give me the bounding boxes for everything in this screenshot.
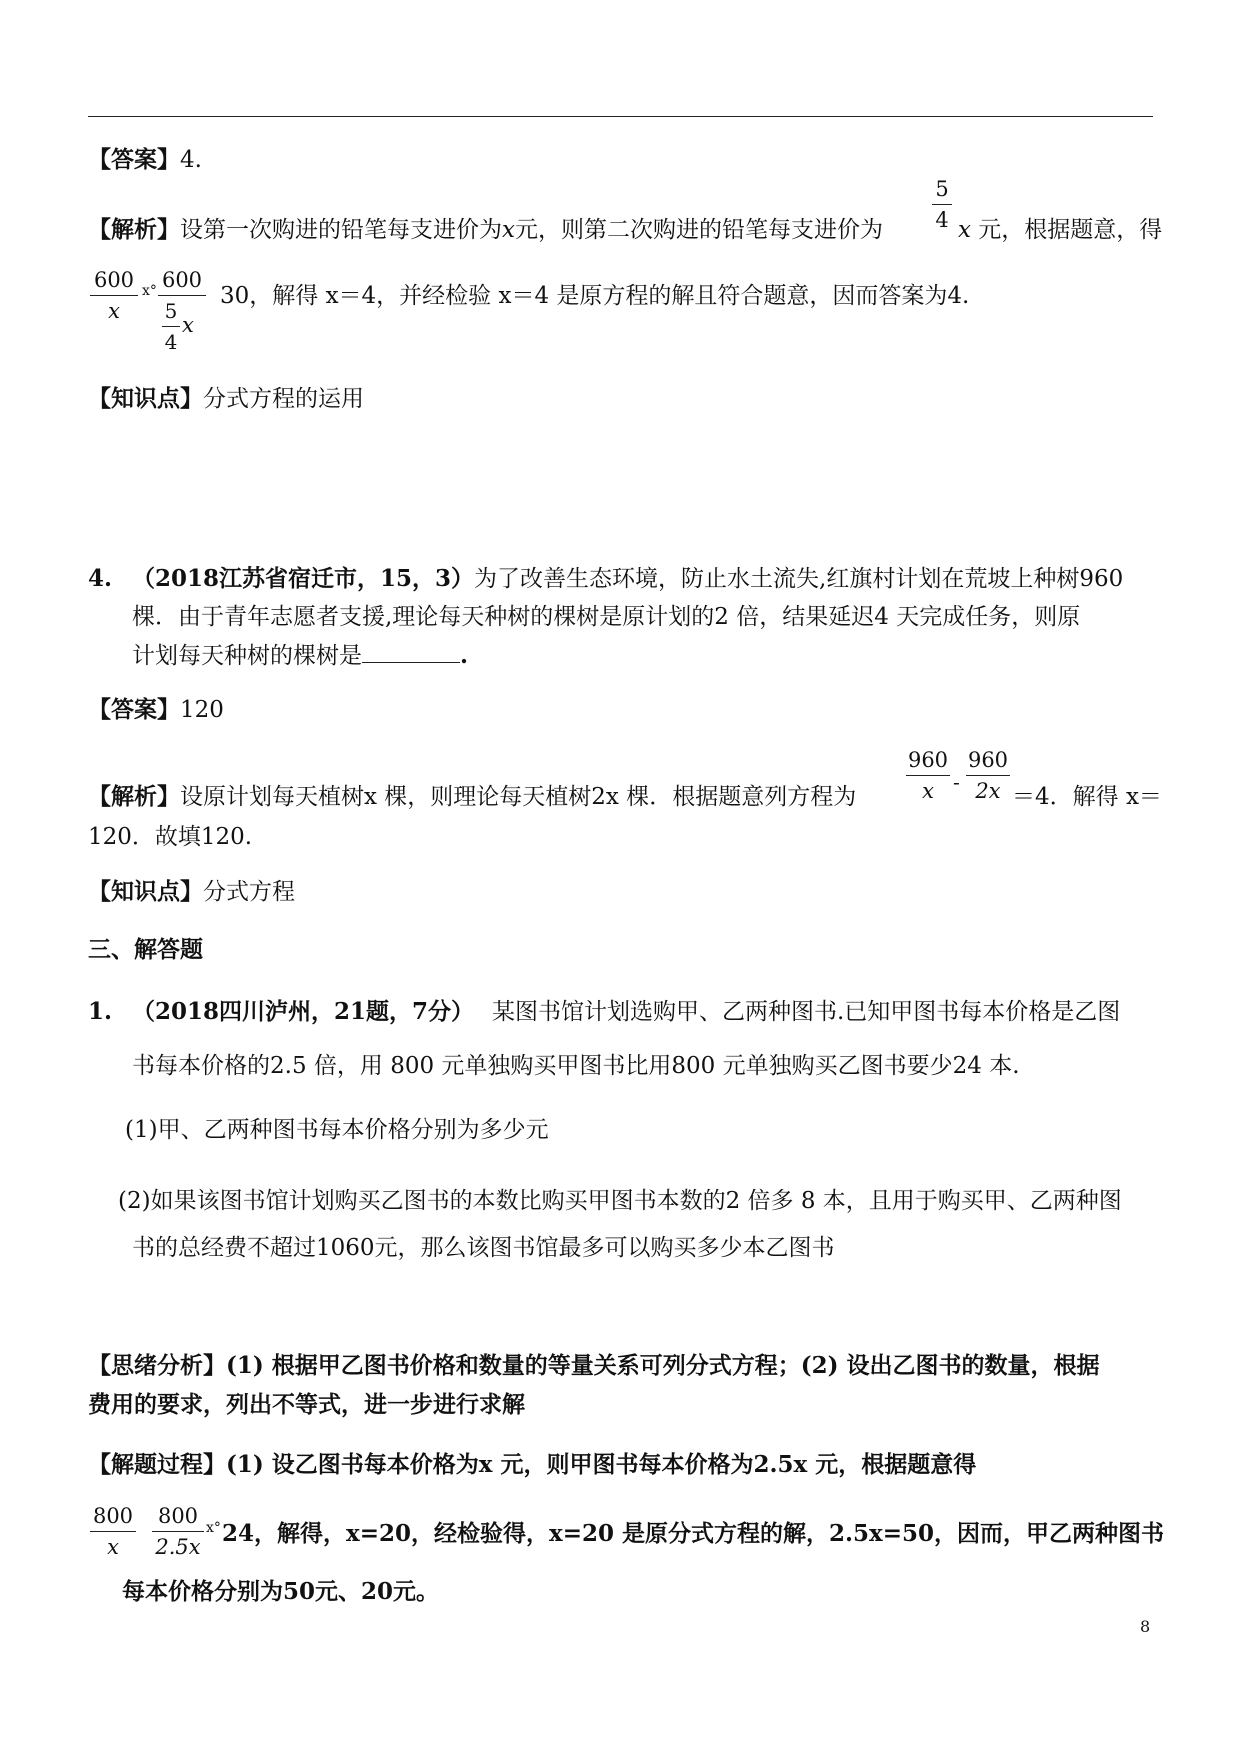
question-text: 为了改善生态环境，防止水土流失,红旗村计划在荒坡上种树960 xyxy=(474,566,1124,592)
fraction-numerator: 960 xyxy=(967,748,1009,772)
analysis-text: 设第一次购进的铅笔每支进价为 xyxy=(180,217,502,243)
analysis-line-4 xyxy=(88,782,856,812)
analysis-line-4-end: ＝4．解得 x＝ xyxy=(1012,784,1162,810)
answer-value: 4. xyxy=(180,147,202,173)
fraction-5-4-inner xyxy=(162,298,180,355)
knowledge-block-4 xyxy=(88,877,295,907)
fraction-numerator: 5 xyxy=(164,299,178,323)
fraction-denominator: 2x xyxy=(975,779,1001,803)
fraction-denominator: x xyxy=(108,299,120,323)
question-4-line-1 xyxy=(132,564,1123,594)
process-line-2: 24，解得，x=20，经检验得，x=20 是原分式方程的解，2.5x=50，因而，甲乙两种图书 xyxy=(222,1520,1165,1547)
question-source: （2018江苏省宿迁市，15，3） xyxy=(132,565,475,592)
fraction-denominator: x xyxy=(922,779,934,803)
minus-sign: - xyxy=(953,770,960,794)
subquestion-2-line-2: 书的总经费不超过1060元，那么该图书馆最多可以购买多少本乙图书 xyxy=(132,1235,835,1261)
knowledge-value: 分式方程的运用 xyxy=(203,386,364,412)
question-1-line-2: 书每本价格的2.5 倍，用 800 元单独购买甲图书比用800 元单独购买乙图书要少24 本. xyxy=(132,1053,1020,1079)
question-1-line-1: 某图书馆计划选购甲、乙两种图书.已知甲图书每本价格是乙图 xyxy=(492,999,1121,1025)
knowledge-label: 【知识点】 xyxy=(88,385,203,412)
period: . xyxy=(460,642,469,669)
thinking-text: (1) 根据甲乙图书价格和数量的等量关系可列分式方程；(2) 设出乙图书的数量，根据 xyxy=(226,1352,1100,1379)
fraction-denominator: x xyxy=(107,1535,119,1559)
fraction-denominator: 4 xyxy=(935,208,949,232)
fraction-bar xyxy=(158,295,206,296)
fraction-bar xyxy=(966,775,1010,776)
question-4-line-2: 棵．由于青年志愿者支援,理论每天种树的棵树是原计划的2 倍，结果延迟4 天完成任务，则原 xyxy=(132,604,1081,630)
question-4-number: 4. xyxy=(88,565,113,592)
fraction-bar xyxy=(906,775,950,776)
knowledge-value: 分式方程 xyxy=(203,879,295,905)
header-rule xyxy=(88,116,1153,117)
answer-label: 【答案】 xyxy=(88,146,180,173)
section-title: 三、解答题 xyxy=(88,936,203,963)
process-text: (1) 设乙图书每本价格为x 元，则甲图书每本价格为2.5x 元，根据题意得 xyxy=(226,1451,977,1478)
equation-symbol: x° xyxy=(142,283,157,299)
analysis-text: 元，根据题意，得 xyxy=(978,217,1163,243)
fraction-960-2x xyxy=(966,747,1010,804)
analysis-text: 设原计划每天植树x 棵，则理论每天植树2x 棵．根据题意列方程为 xyxy=(180,784,857,810)
analysis-line-2: 30，解得 x＝4，并经检验 x＝4 是原方程的解且符合题意，因而答案为4. xyxy=(220,283,970,309)
analysis-line-1-end: x 元，根据题意，得 xyxy=(958,217,1163,243)
fraction-5-4 xyxy=(932,176,952,233)
process-line-3: 每本价格分别为50元、20元。 xyxy=(122,1578,440,1605)
fraction-numerator: 5 xyxy=(935,177,949,201)
fraction-numerator: 800 xyxy=(92,1504,134,1528)
question-4-line-3 xyxy=(132,640,468,671)
thinking-label: 【思绪分析】 xyxy=(88,1352,226,1379)
fraction-bar xyxy=(162,326,180,327)
fraction-numerator: 600 xyxy=(93,268,135,292)
thinking-line-1 xyxy=(88,1351,1100,1381)
var-x: x xyxy=(502,217,515,243)
fraction-bar xyxy=(90,1531,136,1532)
thinking-line-2: 费用的要求，列出不等式，进一步进行求解 xyxy=(88,1391,525,1418)
knowledge-label: 【知识点】 xyxy=(88,878,203,905)
question-text: 计划每天种树的棵树是 xyxy=(132,643,362,669)
analysis-label: 【解析】 xyxy=(88,216,180,243)
var-x: x xyxy=(182,313,194,337)
fraction-bar xyxy=(90,295,138,296)
page-number: 8 xyxy=(1140,1617,1151,1636)
answer-block-1 xyxy=(88,145,202,175)
question-1-source: （2018四川泸州，21题，7分） xyxy=(132,998,475,1025)
fraction-bar xyxy=(152,1531,204,1532)
fraction-numerator: 600 xyxy=(161,268,203,292)
analysis-text: 元，则第二次购进的铅笔每支进价为 xyxy=(514,217,883,243)
fraction-numerator: 960 xyxy=(907,748,949,772)
fraction-800-x xyxy=(90,1503,136,1560)
fraction-800-2-5x xyxy=(152,1503,204,1560)
fraction-denominator: 4 xyxy=(164,330,178,354)
subquestion-1: (1)甲、乙两种图书每本价格分别为多少元 xyxy=(125,1117,549,1143)
fraction-numerator: 800 xyxy=(157,1504,199,1528)
answer-value: 120 xyxy=(180,697,224,723)
subquestion-2-line-1: (2)如果该图书馆计划购买乙图书的本数比购买甲图书本数的2 倍多 8 本，且用于购买甲、乙两种图 xyxy=(118,1188,1122,1214)
equation-symbol: x° xyxy=(206,1520,221,1536)
answer-label: 【答案】 xyxy=(88,696,180,723)
fraction-denominator: 2.5x xyxy=(155,1535,201,1559)
answer-blank[interactable] xyxy=(362,640,460,663)
process-line-1 xyxy=(88,1450,976,1480)
answer-block-4 xyxy=(88,695,224,725)
fraction-600-x xyxy=(90,267,138,324)
analysis-label: 【解析】 xyxy=(88,783,180,810)
process-label: 【解题过程】 xyxy=(88,1451,226,1478)
analysis-line-1 xyxy=(88,215,883,245)
fraction-600-complex xyxy=(158,267,206,298)
analysis-line-4b: 120．故填120. xyxy=(88,824,253,850)
fraction-960-x xyxy=(906,747,950,804)
fraction-bar xyxy=(932,204,952,205)
knowledge-block-1 xyxy=(88,384,364,414)
question-1-number: 1. xyxy=(88,998,113,1025)
